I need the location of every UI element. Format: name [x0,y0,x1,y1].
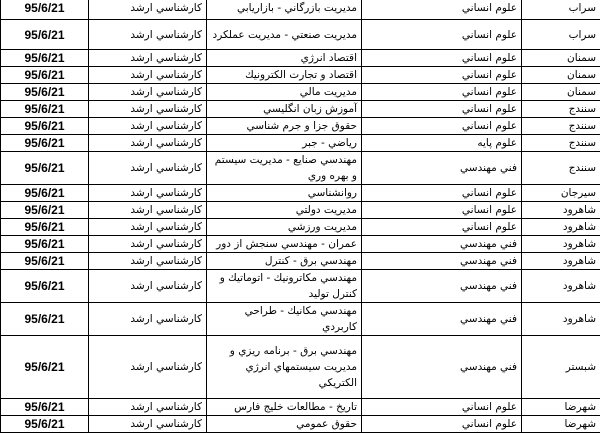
city-cell: سنندج [522,135,600,152]
degree-cell: كارشناسي ارشد [89,135,207,152]
field-of-study-cell: مهندسي برق - كنترل [207,253,362,270]
exam-date-cell: 95/6/21 [1,185,89,202]
study-group-cell: علوم انساني [362,84,522,101]
study-group-cell: علوم انساني [362,20,522,50]
degree-cell: كارشناسي ارشد [89,0,207,20]
table-row [1,185,600,202]
city-cell: شهرضا [522,399,600,416]
study-group-cell: فني مهندسي [362,253,522,270]
degree-cell: كارشناسي ارشد [89,416,207,433]
degree-cell: كارشناسي ارشد [89,84,207,101]
exam-date-cell: 95/6/21 [1,202,89,219]
exam-date-cell: 95/6/21 [1,50,89,67]
study-group-cell: علوم انساني [362,202,522,219]
table-row [1,303,600,336]
study-group-cell: فني مهندسي [362,303,522,336]
city-cell: سمنان [522,84,600,101]
exam-date-cell: 95/6/21 [1,236,89,253]
table-row [1,0,600,20]
exam-date-cell: 95/6/21 [1,118,89,135]
study-group-cell: علوم انساني [362,399,522,416]
exam-date-cell: 95/6/21 [1,219,89,236]
degree-cell: كارشناسي ارشد [89,303,207,336]
study-group-cell: علوم انساني [362,0,522,20]
degree-cell: كارشناسي ارشد [89,336,207,399]
city-cell: شاهرود [522,236,600,253]
exam-date-cell: 95/6/21 [1,270,89,303]
degree-cell: كارشناسي ارشد [89,219,207,236]
table-body [1,0,600,433]
field-of-study-cell: مديريت مالي [207,84,362,101]
city-cell: شاهرود [522,202,600,219]
exam-date-cell: 95/6/21 [1,152,89,185]
field-of-study-cell: اقتصاد انرژي [207,50,362,67]
table-row [1,101,600,118]
city-cell: سراب [522,20,600,50]
table-row [1,236,600,253]
exam-date-cell: 95/6/21 [1,67,89,84]
table-row [1,399,600,416]
study-group-cell: علوم انساني [362,101,522,118]
table-row [1,135,600,152]
study-group-cell: علوم پايه [362,135,522,152]
degree-cell: كارشناسي ارشد [89,152,207,185]
city-cell: سمنان [522,67,600,84]
exam-date-cell: 95/6/21 [1,336,89,399]
study-group-cell: فني مهندسي [362,236,522,253]
table-row [1,118,600,135]
study-group-cell: علوم انساني [362,118,522,135]
field-of-study-cell: مهندسي مكاترونيك - اتوماتيك و كنترل توليد [207,270,362,303]
table-row [1,270,600,303]
table-row [1,50,600,67]
field-of-study-cell: مهندسي مكانيك - طراحي كاربردي [207,303,362,336]
exam-date-cell: 95/6/21 [1,0,89,20]
table-row [1,67,600,84]
field-of-study-cell: مديريت دولتي [207,202,362,219]
degree-cell: كارشناسي ارشد [89,202,207,219]
degree-cell: كارشناسي ارشد [89,253,207,270]
exam-date-cell: 95/6/21 [1,84,89,101]
table-row [1,416,600,433]
degree-cell: كارشناسي ارشد [89,20,207,50]
study-group-cell: علوم انساني [362,50,522,67]
city-cell: شاهرود [522,303,600,336]
field-of-study-cell: مديريت صنعتي - مديريت عملكرد [207,20,362,50]
exam-date-cell: 95/6/21 [1,101,89,118]
city-cell: شهرضا [522,416,600,433]
study-group-cell: علوم انساني [362,185,522,202]
city-cell: شاهرود [522,219,600,236]
field-of-study-cell: تاريخ - مطالعات خليج فارس [207,399,362,416]
field-of-study-cell: مهندسي صنايع - مديريت سيستم و بهره وري [207,152,362,185]
exam-date-cell: 95/6/21 [1,399,89,416]
exam-date-cell: 95/6/21 [1,135,89,152]
city-cell: سمنان [522,50,600,67]
city-cell: سنندج [522,118,600,135]
study-group-cell: علوم انساني [362,67,522,84]
degree-cell: كارشناسي ارشد [89,101,207,118]
table-row [1,202,600,219]
degree-cell: كارشناسي ارشد [89,399,207,416]
field-of-study-cell: مديريت بازرگاني - بازاريابي [207,0,362,20]
table-row [1,152,600,185]
field-of-study-cell: حقوق جزا و جرم شناسي [207,118,362,135]
exam-date-cell: 95/6/21 [1,416,89,433]
table-row [1,20,600,50]
city-cell: سنندج [522,101,600,118]
study-group-cell: فني مهندسي [362,270,522,303]
study-group-cell: فني مهندسي [362,336,522,399]
degree-cell: كارشناسي ارشد [89,118,207,135]
degree-cell: كارشناسي ارشد [89,270,207,303]
field-of-study-cell: مهندسي برق - برنامه ريزي و مديريت سيستمهاي انرژي الكتريكي [207,336,362,399]
city-cell: شاهرود [522,270,600,303]
degree-cell: كارشناسي ارشد [89,236,207,253]
exam-date-cell: 95/6/21 [1,303,89,336]
study-group-cell: فني مهندسي [362,152,522,185]
table-row [1,84,600,101]
degree-cell: كارشناسي ارشد [89,185,207,202]
field-of-study-cell: حقوق عمومي [207,416,362,433]
field-of-study-cell: مديريت ورزشي [207,219,362,236]
city-cell: سراب [522,0,600,20]
study-group-cell: علوم انساني [362,416,522,433]
city-cell: شبستر [522,336,600,399]
city-cell: سيرجان [522,185,600,202]
exam-date-cell: 95/6/21 [1,253,89,270]
table-row [1,253,600,270]
exam-date-cell: 95/6/21 [1,20,89,50]
field-of-study-cell: روانشناسي [207,185,362,202]
degree-cell: كارشناسي ارشد [89,50,207,67]
city-cell: سنندج [522,152,600,185]
field-of-study-cell: عمران - مهندسي سنجش از دور [207,236,362,253]
table-row [1,219,600,236]
table-row [1,336,600,399]
study-group-cell: علوم انساني [362,219,522,236]
field-of-study-cell: اقتصاد و تجارت الكترونيك [207,67,362,84]
field-of-study-cell: آموزش زبان انگليسي [207,101,362,118]
degree-cell: كارشناسي ارشد [89,67,207,84]
city-cell: شاهرود [522,253,600,270]
field-of-study-cell: رياضي - جبر [207,135,362,152]
